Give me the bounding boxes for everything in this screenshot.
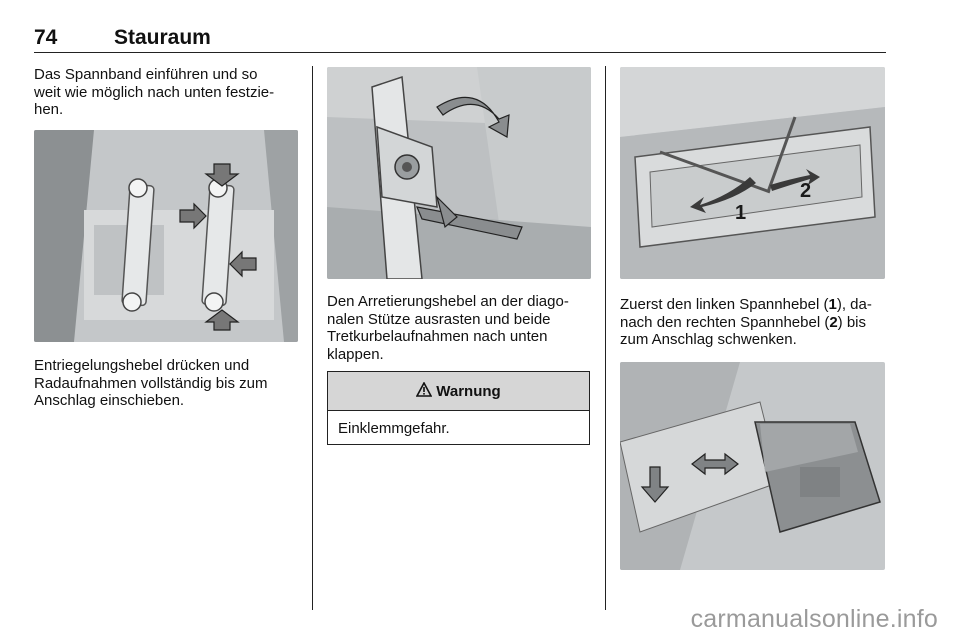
instruction-text-locking-lever: Den Arretierungshebel an der diago- nalen Stütze ausrasten und beide Tretkurbelaufnahmen nach unten klappen. bbox=[327, 293, 569, 363]
figure-wheel-holders bbox=[34, 130, 298, 342]
warning-title: Warnung bbox=[436, 382, 501, 400]
instruction-text-strap: Das Spannband einführen und so weit wie möglich nach unten festzie- hen. bbox=[34, 66, 275, 118]
figure-label-2: 2 bbox=[800, 180, 812, 202]
page-number: 74 bbox=[34, 26, 58, 49]
figure-locking-lever bbox=[327, 67, 591, 279]
lever-number-2: 2 bbox=[829, 313, 838, 331]
figure-tension-levers bbox=[620, 67, 885, 279]
column-divider bbox=[605, 66, 606, 610]
text-segment: ) bis zum Anschlag schwenken. bbox=[620, 313, 867, 348]
warning-header bbox=[328, 372, 589, 411]
page-header bbox=[34, 26, 886, 53]
text-segment: ), da- nach den rechten Spannhebel ( bbox=[620, 296, 872, 331]
section-title: Stauraum bbox=[114, 26, 211, 49]
figure-mounting-clamp bbox=[620, 362, 885, 570]
figure-label-1: 1 bbox=[735, 202, 747, 224]
column-divider bbox=[312, 66, 313, 610]
text-segment: Zuerst den linken Spannhebel ( bbox=[620, 296, 829, 313]
warning-triangle-icon bbox=[416, 382, 432, 401]
instruction-text-tension-levers bbox=[620, 296, 888, 349]
warning-text: Einklemmgefahr. bbox=[338, 420, 450, 437]
instruction-text-release: Entriegelungshebel drücken und Radaufnahmen vollständig bis zum Anschlag einschieben. bbox=[34, 357, 268, 409]
watermark: carmanualsonline.info bbox=[690, 605, 938, 633]
lever-number-1: 1 bbox=[828, 296, 837, 313]
warning-box bbox=[327, 371, 590, 445]
